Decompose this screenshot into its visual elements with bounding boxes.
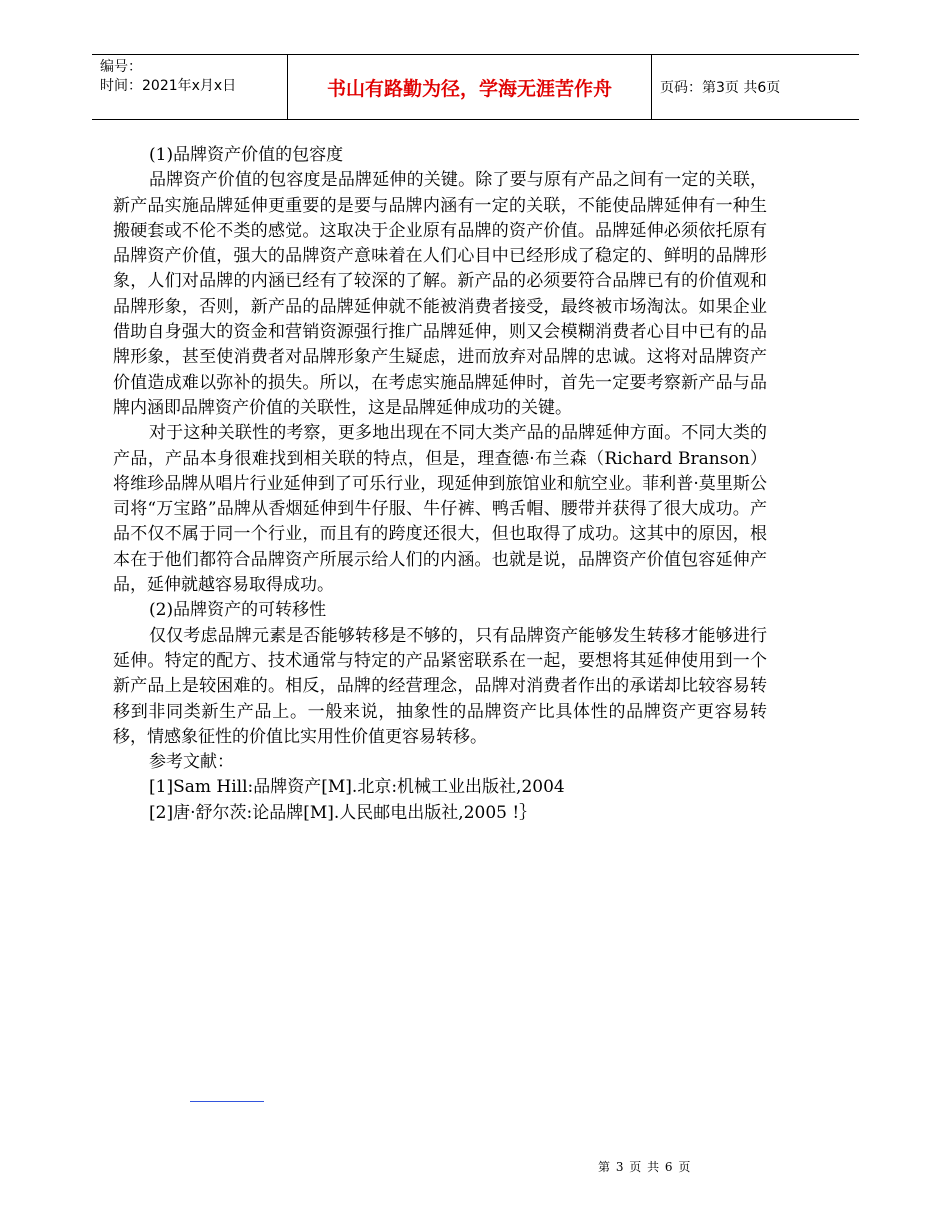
page-header bbox=[92, 54, 859, 120]
reference-item-2: [2]唐·舒尔茨:论品牌[M].人民邮电出版社,2005 !｝ bbox=[149, 802, 537, 823]
paragraph-3: 仅仅考虑品牌元素是否能够转移是不够的，只有品牌资产能够发生转移才能够进行延伸。特定的配方、技术通常与特定的产品紧密联系在一起，要想将其延伸使用到一个新产品上是较困难的。相反，品牌的经营理念，品牌对消费者作出的承诺却比较容易转移到非同类新生产品上。一般来说，抽象性的品牌资产比具体性的品牌资产更容易转移，情感象征性的价值比实用性价值更容易转移。 bbox=[113, 625, 767, 747]
header-page-info: 页码：第3页 共6页 bbox=[660, 80, 781, 96]
header-meta bbox=[92, 55, 287, 119]
link-underline[interactable] bbox=[190, 1101, 264, 1102]
document-time-label: 时间：2021年x月x日 bbox=[100, 78, 237, 94]
document-body bbox=[113, 143, 767, 826]
paragraph-1: 品牌资产价值的包容度是品牌延伸的关键。除了要与原有产品之间有一定的关联，新产品实施品牌延伸更重要的是要与品牌内涵有一定的关联，不能使品牌延伸有一种生搬硬套或不伦不类的感觉。这取决于企业原有品牌的资产价值。品牌延伸必须依托原有品牌资产价值，强大的品牌资产意味着在人们心目中已经形成了稳定的、鲜明的品牌形象，人们对品牌的内涵已经有了较深的了解。新产品的必须要符合品牌已有的价值观和品牌形象，否则，新产品的品牌延伸就不能被消费者接受，最终被市场淘汰。如果企业借助自身强大的资金和营销资源强行推广品牌延伸，则又会模糊消费者心目中已有的品牌形象，甚至使消费者对品牌形象产生疑虑，进而放弃对品牌的忠诚。这将对品牌资产价值造成难以弥补的损失。所以，在考虑实施品牌延伸时，首先一定要考察新产品与品牌内涵即品牌资产价值的关联性，这是品牌延伸成功的关键。 bbox=[113, 170, 767, 418]
page-footer: 第 3 页 共 6 页 bbox=[598, 1160, 692, 1174]
document-number-label: 编号： bbox=[100, 59, 142, 75]
references-heading: 参考文献： bbox=[149, 752, 234, 773]
header-motto: 书山有路勤为径，学海无涯苦作舟 bbox=[287, 55, 652, 119]
reference-item-1: [1]Sam Hill:品牌资产[M].北京:机械工业出版社,2004 bbox=[149, 777, 565, 798]
paragraph-2: 对于这种关联性的考察，更多地出现在不同大类产品的品牌延伸方面。不同大类的产品，产品本身很难找到相关联的特点，但是，理查德·布兰森（Richard Branson）将维珍品牌从唱片行业延伸到了可乐行业，现延伸到旅馆业和航空业。菲利普·莫里斯公司将“万宝路”品牌从香烟延伸到牛仔服、牛仔裤、鸭舌帽、腰带并获得了很大成功。产品不仅不属于同一个行业，而且有的跨度还很大，但也取得了成功。这其中的原因，根本在于他们都符合品牌资产所展示给人们的内涵。也就是说，品牌资产价值包容延伸产品，延伸就越容易取得成功。 bbox=[113, 423, 767, 596]
section-heading-1: (1)品牌资产价值的包容度 bbox=[149, 145, 344, 165]
section-heading-2: (2)品牌资产的可转移性 bbox=[149, 600, 327, 621]
